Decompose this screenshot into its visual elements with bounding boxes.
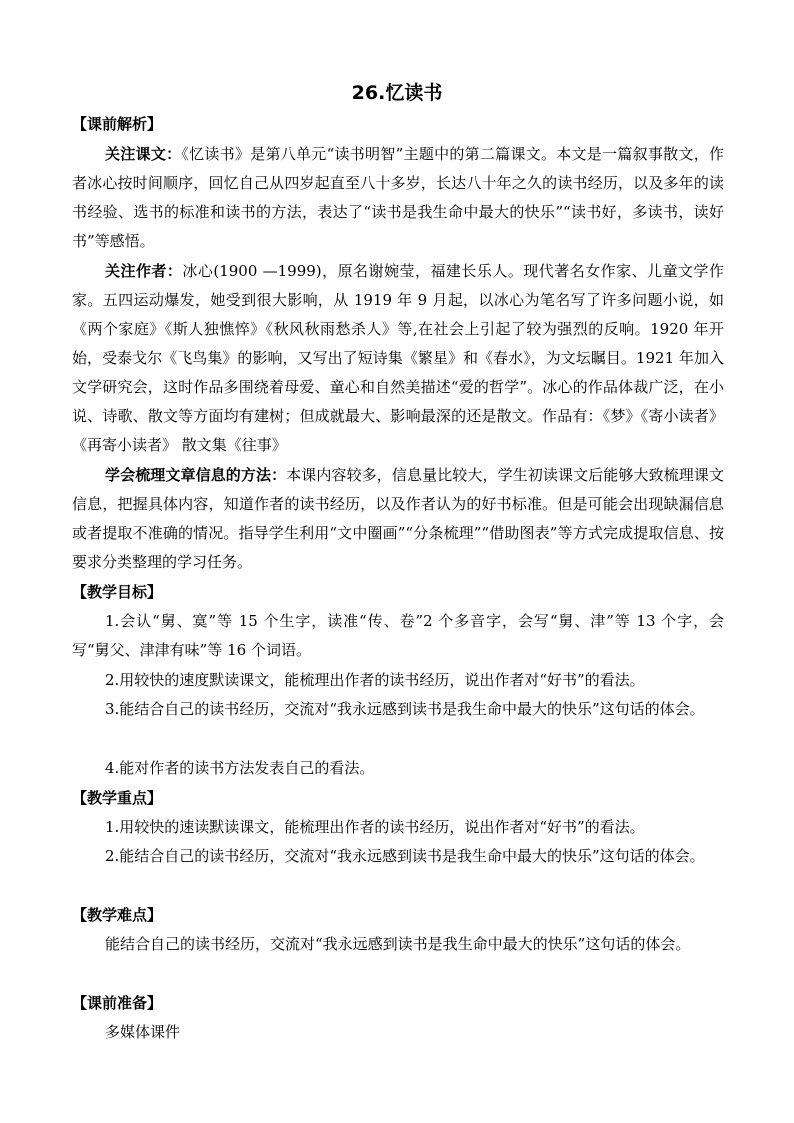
paragraph-method: [72, 461, 724, 577]
heading-goals: 【教学目标】: [72, 583, 163, 601]
paragraph-focus-author: [72, 257, 724, 460]
page-title: 26.忆读书: [351, 82, 443, 104]
method-body: 本课内容较多，信息量比较大，学生初读课文后能够大致梳理课文信息，把握具体内容，知道作者的读书经历，以及作者认为的好书标准。但是可能会出现缺漏信息或者提取不准确的情况。指导学生利用“文中圈画”“分条梳理”“借助图表”等方式完成提取信息、按要求分类整理的学习任务。: [72, 466, 724, 571]
heading-pre-analysis: 【课前解析】: [72, 115, 163, 133]
key-point-item: 1.用较快的速读默读课文，能梳理出作者的读书经历，说出作者对“好书”的看法。: [105, 818, 645, 836]
heading-preparation: 【课前准备】: [72, 994, 163, 1012]
paragraph-focus-text: [72, 140, 724, 256]
goal-item: 2.用较快的速度默读课文，能梳理出作者的读书经历，说出作者对“好书”的看法。: [105, 671, 645, 689]
focus-author-label: 关注作者：: [105, 262, 183, 280]
preparation-text: 多媒体课件: [105, 1023, 181, 1041]
method-label: 学会梳理文章信息的方法：: [105, 466, 287, 484]
difficulty-text: 能结合自己的读书经历，交流对“我永远感到读书是我生命中最大的快乐”这句话的体会。: [105, 935, 691, 953]
goal-item: 1.会认“舅、寞”等 15 个生字，读准“传、卷”2 个多音字，会写“舅、津”等 13 个字，会写“舅父、津津有味”等 16 个词语。: [72, 612, 724, 659]
focus-text-body: 《忆读书》是第八单元“读书明智”主题中的第二篇课文。本文是一篇叙事散文，作者冰心按时间顺序，回忆自己从四岁起直至八十多岁，长达八十年之久的读书经历，以及多年的读书经验、选书的标准和读书的方法，表达了“读书是我生命中最大的快乐”“读书好，多读书，读好书”等感悟。: [72, 145, 724, 250]
goal-item: 4.能对作者的读书方法发表自己的看法。: [105, 759, 375, 777]
focus-text-label: 关注课文：: [105, 145, 182, 163]
goal-item: 3.能结合自己的读书经历，交流对“我永远感到读书是我生命中最大的快乐”这句话的体会。: [105, 700, 705, 718]
key-point-item: 2.能结合自己的读书经历，交流对“我永远感到读书是我生命中最大的快乐”这句话的体会。: [105, 847, 705, 865]
heading-difficulties: 【教学难点】: [72, 906, 163, 924]
focus-author-body: 冰心(1900 —1999)，原名谢婉莹，福建长乐人。现代著名女作家、儿童文学作家。五四运动爆发，她受到很大影响，从 1919 年 9 月起，以冰心为笔名写了许多问题小说，如《两个家庭》《斯人独憔悴》《秋风秋雨愁杀人》等,在社会上引起了较为强烈的反响。1920 年开始，受泰戈尔《飞鸟集》的影响，又写出了短诗集《繁星》和《春水》，为文坛瞩目。1921 年加入文学研究会，这时作品多围绕着母爱、童心和自然美描述“爱的哲学”。冰心的作品体裁广泛，在小说、诗歌、散文等方面均有建树；但成就最大、影响最深的还是散文。作品有：《梦》《寄小读者》《再寄小读者》 散文集《往事》: [72, 262, 724, 454]
heading-key-points: 【教学重点】: [72, 789, 163, 807]
